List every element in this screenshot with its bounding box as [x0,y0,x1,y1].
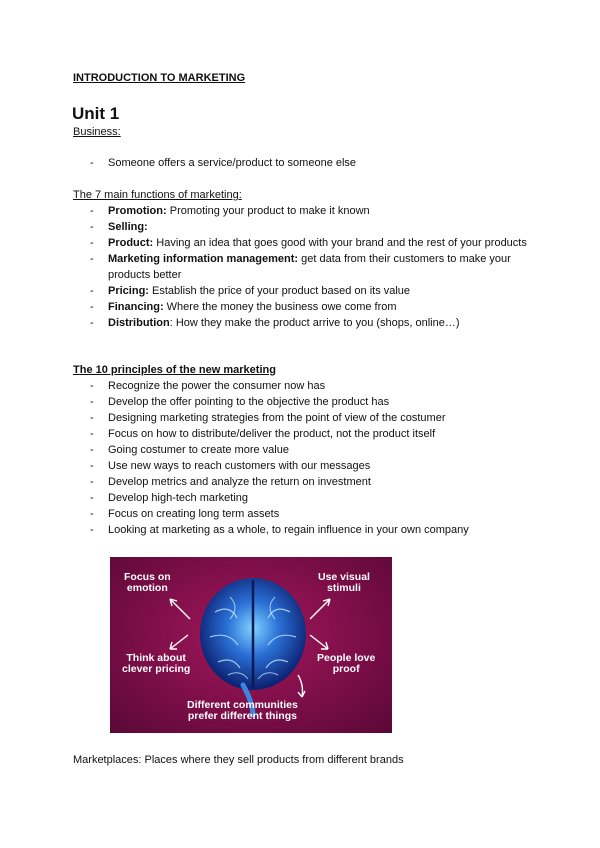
label-focus-on-emotion: Focus on emotion [124,571,171,594]
marketplaces-text: Marketplaces: Places where they sell products from different brands [73,754,404,766]
label-different-communities: Different communities prefer different things [187,699,298,722]
list-item: - Focus on creating long term assets [90,508,280,520]
list-item: - Promotion: Promoting your product to make it known [90,205,370,217]
list-item: - Looking at marketing as a whole, to regain influence in your own company [90,524,469,536]
list-item: - Marketing information management: get data from their customers to make your products better [90,253,511,281]
label-people-love-proof: People love proof [317,652,376,675]
label-use-visual-stimuli: Use visual stimuli [318,571,370,594]
list-item: - Focus on how to distribute/deliver the product, not the product itself [90,428,436,440]
list-item: - Product: Having an idea that goes good with your brand and the rest of your products [90,237,527,249]
list-item: - Use new ways to reach customers with our messages [90,460,371,472]
list-item: - Develop high-tech marketing [90,492,249,504]
unit-heading: Unit 1 [72,104,120,123]
business-heading: Business: [73,126,121,138]
brain-marketing-figure [110,557,392,733]
list-item: - Designing marketing strategies from the point of view of the costumer [90,412,446,424]
document-title: INTRODUCTION TO MARKETING [73,72,246,84]
principles-list [90,378,528,538]
list-item: - Distribution: How they make the product arrive to you (shops, online…) [90,317,460,329]
list-item: - Going costumer to create more value [90,444,289,456]
label-clever-pricing: Think about clever pricing [122,652,191,675]
list-item: - Develop the offer pointing to the objective the product has [90,396,390,408]
list-item: - Develop metrics and analyze the return on investment [90,476,371,488]
functions-heading: The 7 main functions of marketing: [73,189,242,201]
principles-heading: The 10 principles of the new marketing [73,364,276,376]
list-item: - Pricing: Establish the price of your product based on its value [90,285,411,297]
business-list [90,155,528,171]
list-item: - Selling: [90,221,148,233]
list-item: - Financing: Where the money the business owe come from [90,301,397,313]
list-item: - Someone offers a service/product to someone else [90,157,357,169]
functions-list [90,203,528,331]
brain-icon [200,578,306,715]
list-item: - Recognize the power the consumer now has [90,380,326,392]
